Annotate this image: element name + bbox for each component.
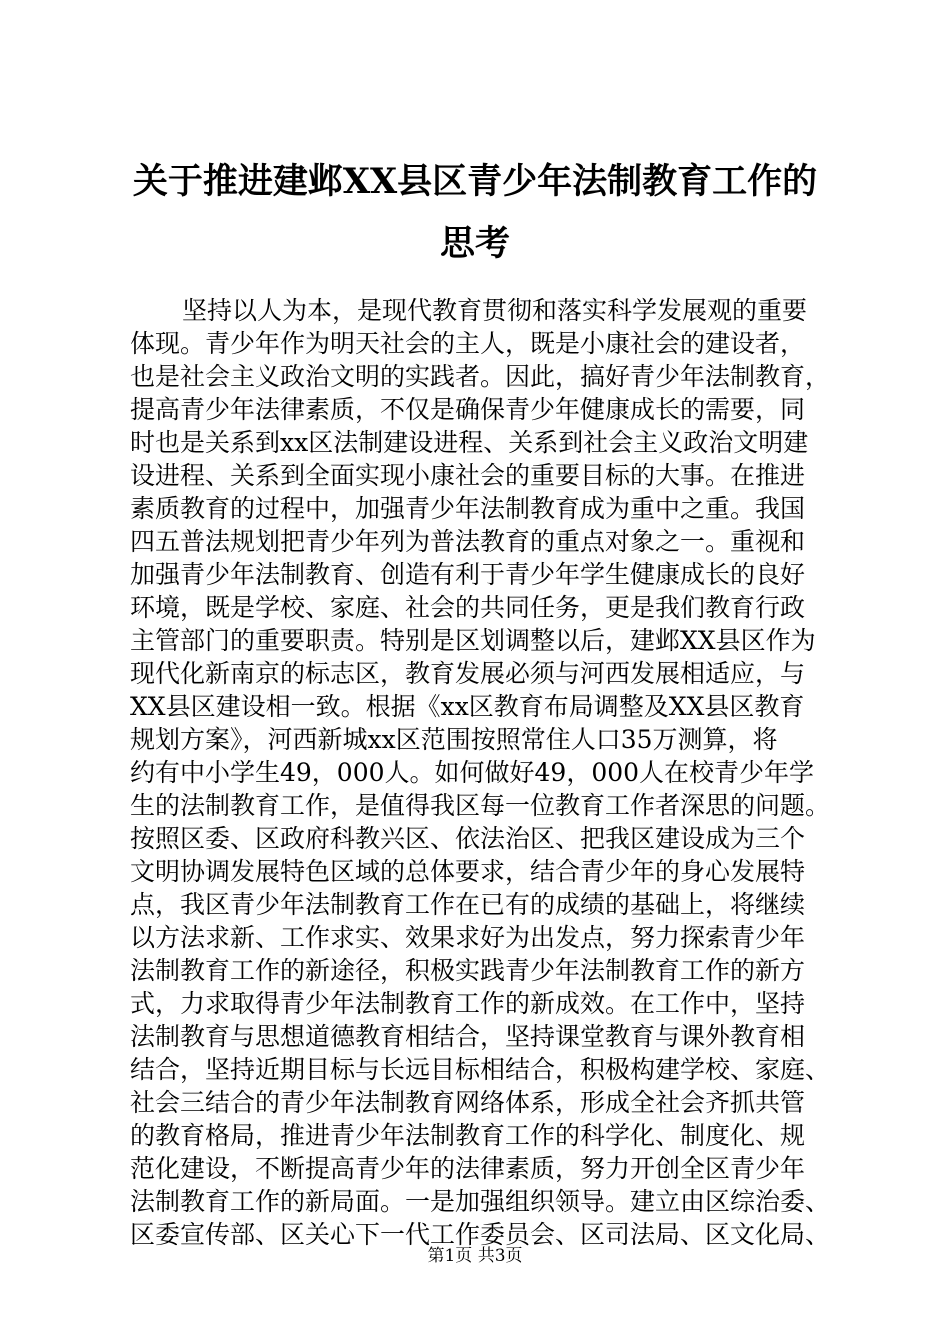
- body-line: 设进程、关系到全面实现小康社会的重要目标的大事。在推进: [130, 461, 806, 490]
- body-line: 社会三结合的青少年法制教育网络体系，形成全社会齐抓共管: [130, 1088, 806, 1117]
- body-line: XX县区建设相一致。根据《xx区教育布局调整及XX县区教育: [130, 692, 805, 721]
- body-line: 坚持以人为本，是现代教育贯彻和落实科学发展观的重要: [182, 296, 808, 325]
- body-line: 生的法制教育工作，是值得我区每一位教育工作者深思的问题。: [130, 791, 830, 820]
- body-line: 以方法求新、工作求实、效果求好为出发点，努力探索青少年: [130, 923, 806, 952]
- body-line: 法制教育工作的新途径，积极实践青少年法制教育工作的新方: [130, 956, 806, 985]
- body-line: 约有中小学生49，000人。如何做好49，000人在校青少年学: [130, 758, 815, 787]
- body-line: 范化建设，不断提高青少年的法律素质，努力开创全区青少年: [130, 1154, 806, 1183]
- body-line: 规划方案》，河西新城xx区范围按照常住人口35万测算，将: [130, 725, 778, 754]
- document-title-line-2: 思考: [439, 223, 510, 264]
- body-line: 现代化新南京的标志区，教育发展必须与河西发展相适应，与: [130, 659, 806, 688]
- body-line: 素质教育的过程中，加强青少年法制教育成为重中之重。我国: [130, 494, 806, 523]
- body-line: 区委宣传部、区关心下一代工作委员会、区司法局、区文化局、: [130, 1220, 830, 1249]
- document-body: [130, 294, 830, 1251]
- body-line: 点，我区青少年法制教育工作在已有的成绩的基础上，将继续: [130, 890, 806, 919]
- body-line: 法制教育工作的新局面。一是加强组织领导。建立由区综治委、: [130, 1187, 830, 1216]
- document-title-line-1: 关于推进建邺XX县区青少年法制教育工作的: [132, 161, 818, 202]
- body-line: 体现。青少年作为明天社会的主人，既是小康社会的建设者，: [130, 329, 806, 358]
- body-line: 文明协调发展特色区域的总体要求，结合青少年的身心发展特: [130, 857, 806, 886]
- body-line: 时也是关系到xx区法制建设进程、关系到社会主义政治文明建: [130, 428, 809, 457]
- body-line: 式，力求取得青少年法制教育工作的新成效。在工作中，坚持: [130, 989, 806, 1018]
- body-line: 主管部门的重要职责。特别是区划调整以后，建邺XX县区作为: [130, 626, 816, 655]
- body-line: 也是社会主义政治文明的实践者。因此，搞好青少年法制教育，: [130, 362, 830, 391]
- page-number-footer: 第1页 共3页: [427, 1246, 523, 1266]
- body-line: 四五普法规划把青少年列为普法教育的重点对象之一。重视和: [130, 527, 806, 556]
- body-line: 环境，既是学校、家庭、社会的共同任务，更是我们教育行政: [130, 593, 806, 622]
- body-line: 按照区委、区政府科教兴区、依法治区、把我区建设成为三个: [130, 824, 806, 853]
- body-line: 提高青少年法律素质，不仅是确保青少年健康成长的需要，同: [130, 395, 806, 424]
- body-line: 的教育格局，推进青少年法制教育工作的科学化、制度化、规: [130, 1121, 806, 1150]
- body-line: 结合，坚持近期目标与长远目标相结合，积极构建学校、家庭、: [130, 1055, 830, 1084]
- body-line: 加强青少年法制教育、创造有利于青少年学生健康成长的良好: [130, 560, 806, 589]
- body-line: 法制教育与思想道德教育相结合，坚持课堂教育与课外教育相: [130, 1022, 806, 1051]
